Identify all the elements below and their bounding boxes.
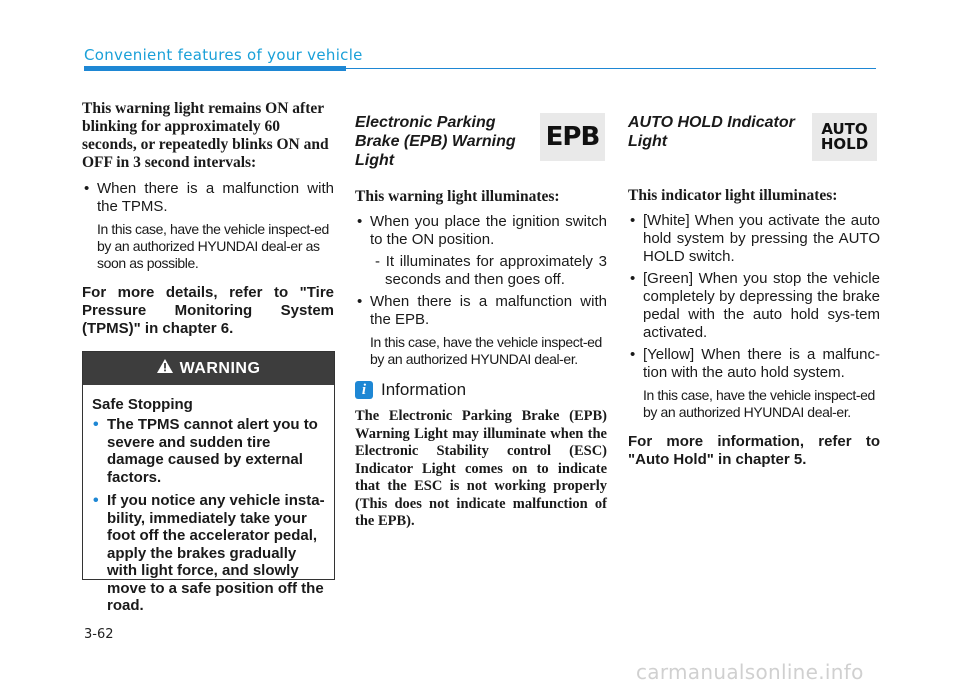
section-title: Convenient features of your vehicle xyxy=(84,46,363,64)
epb-indicator-icon: EPB xyxy=(540,113,605,161)
list-item: • [White] When you activate the auto hold system by pressing the AUTO HOLD switch. xyxy=(628,212,880,266)
information-title: Information xyxy=(381,380,467,399)
auto-hold-intro: This indicator light illuminates: xyxy=(628,187,838,204)
epb-sub-item: - It illuminates for approximately 3 seconds and then goes off. xyxy=(375,253,607,288)
info-icon: i xyxy=(355,381,373,399)
column-tpms xyxy=(82,100,334,338)
information-header xyxy=(355,380,607,400)
warning-content xyxy=(83,385,334,615)
column-epb xyxy=(355,113,607,531)
watermark: carmanualsonline.info xyxy=(636,660,864,684)
header-rule-thin xyxy=(346,68,876,69)
list-item: • [Green] When you stop the vehicle completely by depressing the brake pedal with the auto hold sys-tem activated. xyxy=(628,270,880,342)
warning-box xyxy=(82,351,335,614)
epb-bullets xyxy=(355,213,607,249)
tpms-details: For more details, refer to "Tire Pressure Monitoring System (TPMS)" in chapter 6. xyxy=(82,284,334,337)
epb-heading: Electronic Parking Brake (EPB) Warning Light xyxy=(355,114,516,169)
warning-triangle-icon xyxy=(157,359,173,378)
tpms-intro: This warning light remains ON after blinking for approximately 60 seconds, or repeatedly blinks ON and OFF in 3 second intervals: xyxy=(82,100,329,171)
epb-intro: This warning light illuminates: xyxy=(355,188,560,205)
list-item: • When you place the ignition switch to the ON position. xyxy=(355,213,607,249)
epb-note: In this case, have the vehicle inspect-ed by an authorized HYUNDAI deal-er. xyxy=(370,334,602,367)
indicator-line-2: HOLD xyxy=(820,135,869,153)
tpms-note: In this case, have the vehicle inspect-ed by an authorized HYUNDAI deal-er as soon as possible. xyxy=(97,221,329,271)
indicator-line-1: AUTO xyxy=(821,120,868,138)
list-item: • If you notice any vehicle insta-bility, immediately take your foot off the accelerator pedal, apply the brakes gradually with light force, and slowly move to a safe position off the road. xyxy=(92,492,325,615)
page-number: 3-62 xyxy=(84,627,114,642)
list-item: • When there is a malfunction with the EPB. xyxy=(355,293,607,329)
warning-list xyxy=(92,416,325,615)
tpms-bullets xyxy=(82,180,334,216)
list-item: • [Yellow] When there is a malfunc-tion with the auto hold system. xyxy=(628,346,880,382)
warning-title: Safe Stopping xyxy=(92,396,193,413)
epb-bullets-2 xyxy=(355,293,607,329)
warning-header xyxy=(83,352,334,385)
auto-hold-details: For more information, refer to "Auto Hold" in chapter 5. xyxy=(628,433,880,468)
column-auto-hold xyxy=(628,113,880,469)
information-text: The Electronic Parking Brake (EPB) Warning Light may illuminate when the Electronic Stability control (ESC) Indicator Light comes on to indicate that the ESC is not working properly (This does not indicate malfunction of the EPB). xyxy=(355,408,607,529)
list-item: • The TPMS cannot alert you to severe and sudden tire damage caused by external factors. xyxy=(92,416,325,486)
auto-hold-note: In this case, have the vehicle inspect-ed by an authorized HYUNDAI deal-er. xyxy=(643,387,875,420)
auto-hold-heading: AUTO HOLD Indicator Light xyxy=(628,114,795,150)
auto-hold-bullets xyxy=(628,212,880,382)
list-item: • When there is a malfunction with the TPMS. xyxy=(82,180,334,216)
header-rule-thick xyxy=(84,66,346,71)
warning-label: WARNING xyxy=(179,359,261,377)
